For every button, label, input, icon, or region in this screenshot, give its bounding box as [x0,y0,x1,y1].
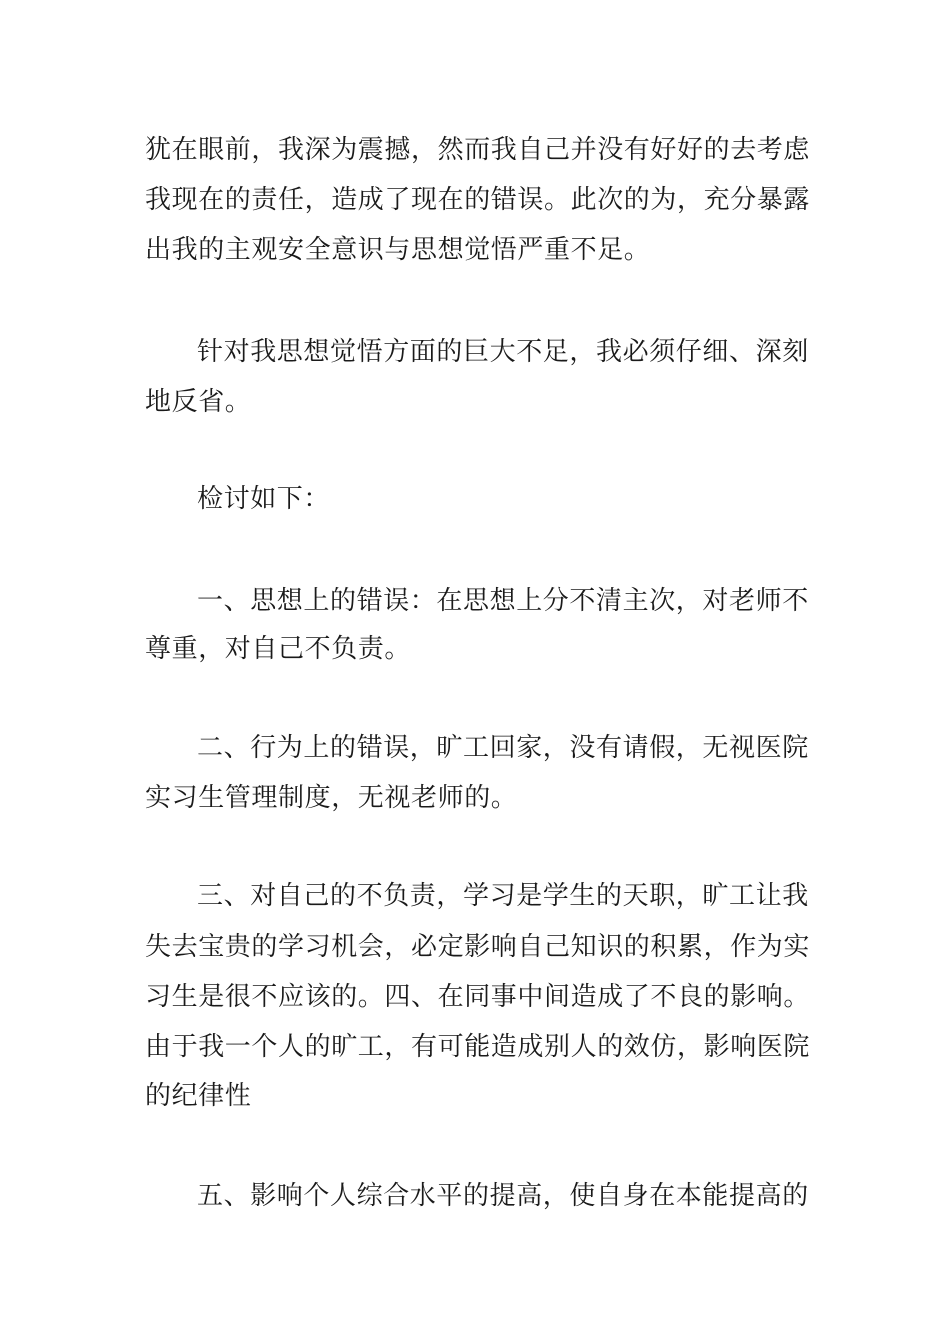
paragraph-line: 由于我一个人的旷工，有可能造成别人的效仿，影响医院 [145,1032,811,1062]
paragraph-line: 失去宝贵的学习机会，必定影响自己知识的积累，作为实 [145,932,811,962]
paragraph-line: 三、对自己的不负责，学习是学生的天职，旷工让我 [197,881,809,911]
paragraph-line: 检讨如下： [197,484,331,514]
paragraph-line: 二、行为上的错误，旷工回家，没有请假，无视医院 [197,733,809,763]
paragraph-line: 出我的主观安全意识与思想觉悟严重不足。 [145,235,651,265]
paragraph-line: 针对我思想觉悟方面的巨大不足，我必须仔细、深刻 [197,337,809,367]
paragraph-line: 习生是很不应该的。四、在同事中间造成了不良的影响。 [145,982,811,1012]
paragraph-line: 五、影响个人综合水平的提高，使自身在本能提高的 [197,1181,809,1211]
paragraph-line: 地反省。 [145,387,252,417]
paragraph-line: 犹在眼前，我深为震撼，然而我自己并没有好好的去考虑 [145,135,811,165]
paragraph-line: 的纪律性 [145,1081,252,1111]
paragraph-line: 尊重，对自己不负责。 [145,634,412,664]
paragraph-line: 我现在的责任，造成了现在的错误。此次的为，充分暴露 [145,185,811,215]
paragraph-line: 实习生管理制度，无视老师的。 [145,783,518,813]
paragraph-line: 一、思想上的错误：在思想上分不清主次，对老师不 [197,586,809,616]
